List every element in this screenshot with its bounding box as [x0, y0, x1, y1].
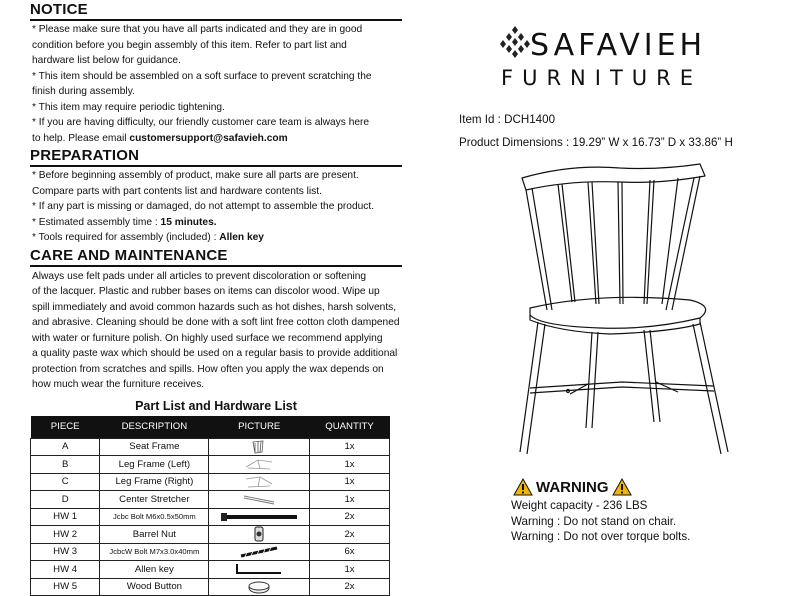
- screw-icon: [237, 546, 281, 558]
- leg-frame-right-icon: [244, 475, 274, 489]
- table-row: [31, 578, 390, 596]
- picture-cell: [209, 508, 310, 526]
- notice-line: * If you are having difficulty, our friendly customer care team is always here: [32, 115, 402, 131]
- table-row: [31, 508, 390, 526]
- tools-label: * Tools required for assembly (included) :: [32, 232, 219, 243]
- chair-illustration: [500, 160, 750, 470]
- notice-title: NOTICE: [30, 0, 402, 21]
- warning-lines: [511, 498, 690, 545]
- piece-cell: HW 3: [31, 543, 100, 561]
- assembly-time-line: [32, 215, 402, 231]
- warning-title: WARNING: [536, 479, 609, 496]
- table-row: [31, 543, 390, 561]
- picture-cell: [209, 491, 310, 509]
- description-cell: Barrel Nut: [100, 526, 209, 544]
- safavieh-logo-icon: [500, 24, 530, 64]
- table-header-row: [31, 416, 390, 439]
- piece-cell: HW 1: [31, 508, 100, 526]
- piece-cell: HW 5: [31, 578, 100, 596]
- notice-line: * This item may require periodic tightening.: [32, 100, 402, 116]
- support-email-link[interactable]: customersupport@safavieh.com: [129, 133, 287, 144]
- care-line: Always use felt pads under all articles to prevent discoloration or softening: [32, 269, 402, 285]
- care-line: spill immediately and avoid common hazards such as hot dishes, harsh solvents,: [32, 300, 402, 316]
- description-cell: Center Stretcher: [100, 491, 209, 509]
- preparation-line: * Before beginning assembly of product, make sure all parts are present.: [32, 168, 402, 184]
- description-cell: Allen key: [100, 561, 209, 579]
- care-line: protection from scratches and spills. How often you apply the wax depends on: [32, 362, 402, 378]
- picture-cell: [209, 543, 310, 561]
- bolt-icon: [219, 511, 299, 523]
- piece-cell: HW 4: [31, 561, 100, 579]
- quantity-cell: 1x: [310, 561, 390, 579]
- tools-line: [32, 230, 402, 246]
- item-id: Item Id : DCH1400: [459, 113, 555, 126]
- piece-cell: A: [31, 438, 100, 456]
- notice-text: [32, 22, 402, 146]
- time-label: * Estimated assembly time :: [32, 217, 161, 228]
- quantity-cell: 2x: [310, 508, 390, 526]
- table-row: [31, 561, 390, 579]
- warning-block: [513, 478, 632, 496]
- notice-line: * Please make sure that you have all parts indicated and they are in good: [32, 22, 402, 38]
- care-line: of the lacquer. Plastic and rubber bases on items can discolor wood. Wipe up: [32, 284, 402, 300]
- preparation-title: PREPARATION: [30, 146, 402, 167]
- warning-header: [513, 478, 632, 496]
- care-line: and abrasive. Cleaning should be done with a soft lint free cotton cloth dampened: [32, 315, 402, 331]
- quantity-cell: 2x: [310, 526, 390, 544]
- email-prefix: to help. Please email: [32, 133, 129, 144]
- warning-line: Weight capacity - 236 LBS: [511, 498, 690, 514]
- tools-value: Allen key: [219, 232, 264, 243]
- seat-frame-icon: [249, 440, 269, 454]
- notice-line: finish during assembly.: [32, 84, 402, 100]
- header-piece: PIECE: [31, 416, 100, 439]
- table-row: [31, 526, 390, 544]
- header-quantity: QUANTITY: [310, 416, 390, 439]
- header-description: DESCRIPTION: [100, 416, 209, 439]
- table-row: [31, 438, 390, 456]
- time-value: 15 minutes.: [161, 217, 217, 228]
- description-cell: Jcbc Bolt M6x0.5x50mm: [100, 508, 209, 526]
- notice-line: * This item should be assembled on a soft surface to prevent scratching the: [32, 69, 402, 85]
- picture-cell: [209, 438, 310, 456]
- notice-line: hardware list below for guidance.: [32, 53, 402, 69]
- piece-cell: D: [31, 491, 100, 509]
- quantity-cell: 1x: [310, 491, 390, 509]
- warning-line: Warning : Do not stand on chair.: [511, 514, 690, 530]
- picture-cell: [209, 561, 310, 579]
- instructions-column: [30, 0, 402, 596]
- table-row: [31, 456, 390, 474]
- care-line: with water or furniture polish. On highly used surface we recommend applying: [32, 331, 402, 347]
- description-cell: Leg Frame (Right): [100, 473, 209, 491]
- piece-cell: HW 2: [31, 526, 100, 544]
- preparation-line: * If any part is missing or damaged, do not attempt to assemble the product.: [32, 199, 402, 215]
- product-dimensions: Product Dimensions : 19.29” W x 16.73” D x 33.86” H: [459, 136, 733, 149]
- quantity-cell: 6x: [310, 543, 390, 561]
- parts-table-title: Part List and Hardware List: [30, 399, 402, 413]
- description-cell: JcbcW Bolt M7x3.0x40mm: [100, 543, 209, 561]
- description-cell: Wood Button: [100, 578, 209, 596]
- description-cell: Leg Frame (Left): [100, 456, 209, 474]
- care-line: how much wear the furniture receives.: [32, 377, 402, 393]
- picture-cell: [209, 473, 310, 491]
- care-text: [32, 269, 402, 393]
- barrel-nut-icon: [252, 526, 266, 542]
- brand-name: SAFAVIEH: [530, 28, 706, 63]
- quantity-cell: 1x: [310, 438, 390, 456]
- stretcher-icon: [242, 493, 276, 505]
- preparation-text: [32, 168, 402, 246]
- notice-email-line: [32, 131, 402, 147]
- wood-button-icon: [246, 580, 272, 594]
- care-line: a quality paste wax which should be used on a regular basis to provide additional: [32, 346, 402, 362]
- picture-cell: [209, 578, 310, 596]
- piece-cell: C: [31, 473, 100, 491]
- leg-frame-left-icon: [244, 457, 274, 471]
- parts-table: [30, 416, 390, 596]
- piece-cell: B: [31, 456, 100, 474]
- notice-line: condition before you begin assembly of this item. Refer to part list and: [32, 38, 402, 54]
- description-cell: Seat Frame: [100, 438, 209, 456]
- table-row: [31, 491, 390, 509]
- table-row: [31, 473, 390, 491]
- quantity-cell: 1x: [310, 456, 390, 474]
- warning-line: Warning : Do not over torque bolts.: [511, 529, 690, 545]
- warning-triangle-icon: [513, 478, 533, 496]
- picture-cell: [209, 526, 310, 544]
- header-picture: PICTURE: [209, 416, 310, 439]
- picture-cell: [209, 456, 310, 474]
- quantity-cell: 2x: [310, 578, 390, 596]
- allen-key-icon: [234, 562, 284, 576]
- quantity-cell: 1x: [310, 473, 390, 491]
- preparation-line: Compare parts with part contents list and hardware contents list.: [32, 184, 402, 200]
- brand-subtitle: FURNITURE: [501, 66, 702, 90]
- care-title: CARE AND MAINTENANCE: [30, 246, 402, 267]
- warning-triangle-icon: [612, 478, 632, 496]
